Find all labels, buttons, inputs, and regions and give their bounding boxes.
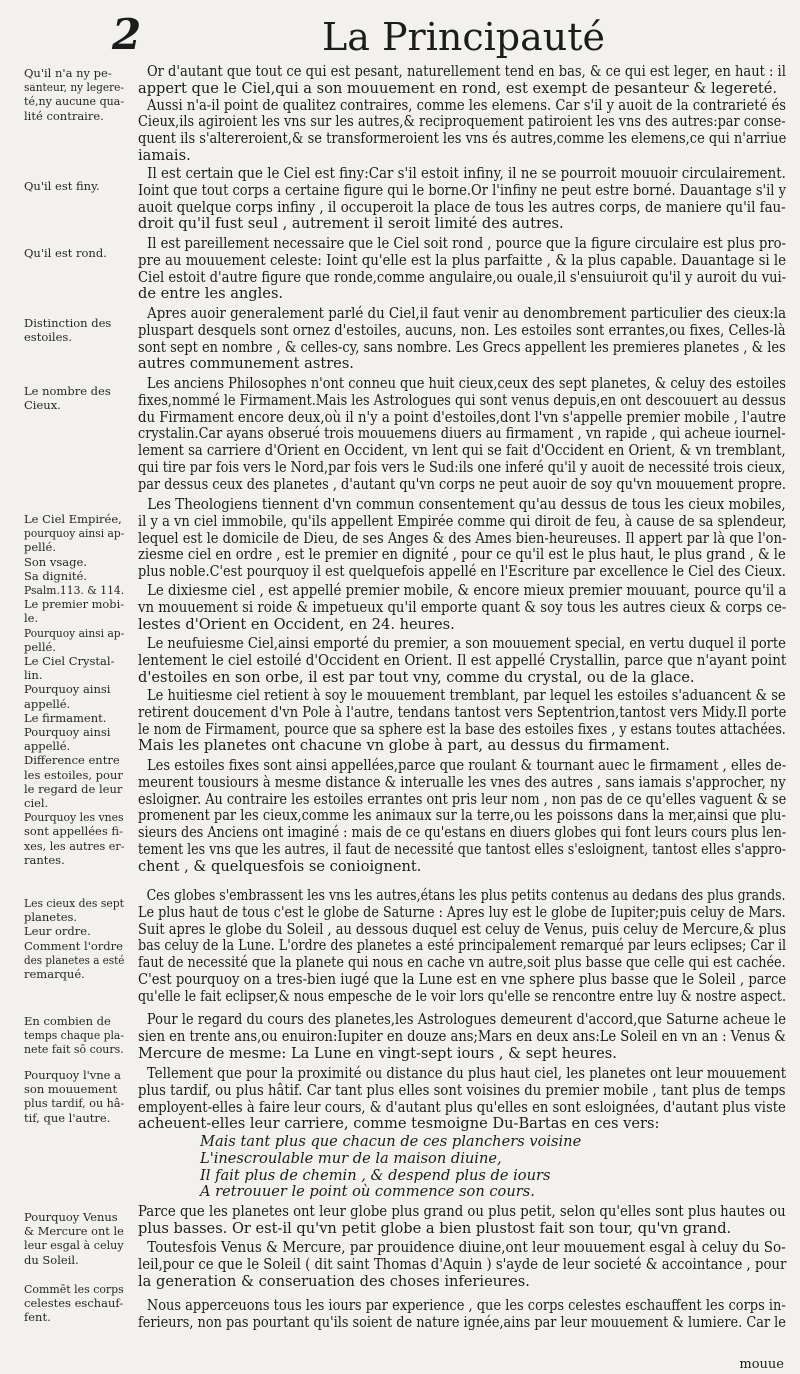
running-title: La Principauté: [322, 15, 605, 59]
verse-quotation: Mais tant plus que chacun de ces planchers voisine L'inescroulable mur de la maison diuine, Il fait plus de chemin , & despend plus de iours A retrouuer le point où commence son cours.: [200, 1133, 582, 1201]
marginal-note: Le nombre des Cieux.: [24, 384, 111, 413]
paragraph: Parce que les planetes ont leur globe plus grand ou plus petit, selon qu'elles sont plus hautes ou plus basses. Or est-il qu'vn petit globe a bien plustost fait son tour, qu'vn grand.: [138, 1203, 786, 1237]
paragraph: Le neufuiesme Ciel,ainsi emporté du premier, a son mouuement special, en vertu duquel il porte lentement le ciel estoilé d'Occident en Orient. Il est appellé Crystallin, parce que n'ayant point d'estoiles en son orbe, il est par tout vny, comme du crystal, ou de la glace.: [138, 635, 787, 686]
catchword: mouue: [739, 1357, 784, 1372]
paragraph: Toutesfois Venus & Mercure, par prouidence diuine,ont leur mouuement esgal à celuy du So- leil,pour ce que le Soleil ( dit saint Thomas d'Aquin ) s'ayde de leur societé & accointance , pour la generation & conseruation des choses inferieures.: [138, 1239, 787, 1290]
paragraph: Pour le regard du cours des planetes,les Astrologues demeurent d'accord,que Saturne acheue le sien en trente ans,ou enuiron:Iupiter en douze ans;Mars en deux ans:Le Soleil en vn an : Venus & Mercure de mesme: La Lune en vingt-sept iours , & sept heures.: [138, 1011, 787, 1062]
page-number: 2: [112, 10, 142, 59]
paragraph: Nous apperceuons tous les iours par experience , que les corps celestes eschauffent les corps in- ferieurs, non pas pourtant qu'ils soient de nature ignée,ains par leur mouuement & lumiere. Car le: [138, 1297, 786, 1331]
paragraph: Ces globes s'embrassent les vns les autres,étans les plus petits contenus au dedans des plus grands. Le plus haut de tous c'est le globe de Saturne : Apres luy est le globe de Iupiter;puis celuy de Mars. Suit apres le globe du Soleil , au dessous duquel est celuy de Venus, puis celuy de Mercure,& plus bas celuy de la Lune. L'ordre des planetes a esté principalement remarqué par leurs eclipses; Car il faut de necessité que la planete qui nous en cache vn autre,soit plus basse que celle qui est cachée. C'est pourquoy on a tres-bien iugé que la Lune est en vne sphere plus basse que le Soleil , parce qu'elle le fait eclipser,& nous empesche de le voir lors qu'elle se rencontre entre luy & nostre aspect.: [138, 887, 787, 1005]
marginal-note: Qu'il n'a ny pe- santeur, ny legere- té,ny aucune qua- lité contraire.: [24, 66, 125, 123]
paragraph: Apres auoir generalement parlé du Ciel,il faut venir au denombrement particulier des cieux:la pluspart desquels sont ornez d'estoiles, aucuns, non. Les estoiles sont errantes,ou fixes, Celles-là sont sept en nombre , & celles-cy, sans nombre. Les Grecs appellent les premieres planetes , & les autres communement astres.: [138, 305, 787, 373]
paragraph: Or d'autant que tout ce qui est pesant, naturellement tend en bas, & ce qui est leger, en haut : il appert que le Ciel,qui a son mouuement en rond, est exempt de pesanteur & legereté. Aussi n'a-il point de qualitez contraires, comme les elemens. Car s'il y auoit de la contrarieté és Cieux,ils agiroient les vns sur les autres,& reciproquement patiroient les vns des autres:par conse- quent ils s'altereroient,& se transformeroient les vns és autres,comme les elemens,ce qui n'arriue iamais.: [138, 63, 787, 164]
paragraph: Les estoiles fixes sont ainsi appellées,parce que roulant & tournant auec le firmament , elles de- meurent tousiours à mesme distance & interualle les vnes des autres , sans iamais s'approcher, ny esloigner. Au contraire les estoiles errantes ont pris leur nom , non pas de ce qu'elles vaguent & se promenent par les cieux,comme les animaux sur la terre,ou les poissons dans la mer,ainsi que plu- sieurs des Anciens ont imaginé : mais de ce qu'estans en diuers globes qui font leurs cours plus len- tement les vns que les autres, il faut de necessité que tantost elles s'esloignent, tantost elles s'appro- chent , & quelquesfois se conioignent.: [138, 757, 787, 875]
marginal-note: Le Ciel Empirée, pourquoy ainsi ap- pellé. Son vsage. Sa dignité. Psalm.113. & 114. Le premier mobi- le. Pourquoy ainsi ap- pellé. Le Ciel Crystal- lin. Pourquoy ainsi appellé. Le firmament. Pourquoy ainsi appellé. Difference entre les estoiles, pour le regard de leur ciel. Pourquoy les vnes sont appellées fi- xes, les autres er- rantes.: [24, 512, 125, 867]
paragraph: Le huitiesme ciel retient à soy le mouuement tremblant, par lequel les estoiles s'aduancent & se retirent doucement d'vn Pole à l'autre, tendans tantost vers Septentrion,tantost vers Midy.Il porte le nom de Firmament, pource que sa sphere est la base des estoiles fixes , y estans toutes attachées. Mais les planetes ont chacune vn globe à part, au dessus du firmament.: [138, 687, 787, 755]
marginal-note: Distinction des estoiles.: [24, 316, 112, 345]
paragraph: Tellement que pour la proximité ou distance du plus haut ciel, les planetes ont leur mouuement plus tardif, ou plus hâtif. Car tant plus elles sont voisines du premier mobile , tant plus de temps employent-elles à faire leur cours, & d'autant plus qu'elles en sont esloignées, d'autant plus viste acheuent-elles leur carriere, comme tesmoigne Du-Bartas en ces vers:: [138, 1065, 787, 1133]
paragraph: Les anciens Philosophes n'ont conneu que huit cieux,ceux des sept planetes, & celuy des estoiles fixes,nommé le Firmament.Mais les Astrologues qui sont venus depuis,en ont descouuert au dessus du Firmament encore deux,où il n'y a point d'estoiles,dont l'vn s'appelle premier mobile , l'autre crystalin.Car ayans obserué trois mouuemens diuers au firmament , vn rapide , qui acheue iournel- lement sa carriere d'Orient en Occident, vn lent qui se fait d'Occident en Orient, & vn tremblant, qui tire par fois vers le Nord,par fois vers le Sud:ils one inferé qu'il y auoit de necessité trois cieux, par dessus ceux des planetes , d'autant qu'vn corps ne peut auoir de soy qu'vn mouuement propre.: [138, 375, 786, 493]
paragraph: Il est certain que le Ciel est finy:Car s'il estoit infiny, il ne se pourroit mouuoir circulairement. Ioint que tout corps a certaine figure qui le borne.Or l'infiny ne peut estre borné. Dauantage s'il y auoit quelque corps infiny , il occuperoit la place de tous les autres corps, de maniere qu'il fau- droit qu'il fust seul , autrement il seroit limité des autres.: [138, 165, 787, 233]
marginal-note: Pourquoy l'vne a son mouuement plus tardif, ou hâ- tif, que l'autre.: [24, 1068, 125, 1125]
paragraph: Les Theologiens tiennent d'vn commun consentement qu'au dessus de tous les cieux mobiles, il y a vn ciel immobile, qu'ils appellent Empirée comme qui diroit de feu, à cause de sa splendeur, lequel est le domicile de Dieu, de ses Anges & des Ames bien-heureuses. Il appert par là que l'on- ziesme ciel en ordre , est le premier en dignité , pour ce qu'il est le plus haut, le plus grand , & le plus noble.C'est pourquoy il est quelquefois appellé en l'Escriture par excellence le Ciel des Cieux.: [138, 496, 787, 581]
marginal-note: Pourquoy Venus & Mercure ont le leur esgal à celuy du Soleil.: [24, 1210, 124, 1267]
paragraph: Le dixiesme ciel , est appellé premier mobile, & encore mieux premier mouuant, pource qu'il a vn mouuement si roide & impetueux qu'il emporte quant & soy tous les autres cieux & corps ce- lestes d'Orient en Occident, en 24. heures.: [138, 582, 787, 633]
paragraph: Il est pareillement necessaire que le Ciel soit rond , pource que la figure circulaire est plus pro- pre au mouuement celeste: Ioint qu'elle est la plus parfaitte , & la plus capable. Dauantage si le Ciel estoit d'autre figure que ronde,comme angulaire,ou ouale,il s'ensuiuroit qu'il y auroit du vui- de entre les angles.: [138, 235, 787, 303]
marginal-note: Les cieux des sept planetes. Leur ordre. Comment l'ordre des planetes a esté remarqué.: [24, 896, 125, 982]
marginal-note: Qu'il est rond.: [24, 246, 107, 260]
marginal-note: En combien de temps chaque pla- nete fait sō cours.: [24, 1014, 124, 1057]
marginal-note: Commēt les corps celestes eschauf- fent.: [24, 1282, 124, 1325]
marginal-note: Qu'il est finy.: [24, 179, 100, 193]
